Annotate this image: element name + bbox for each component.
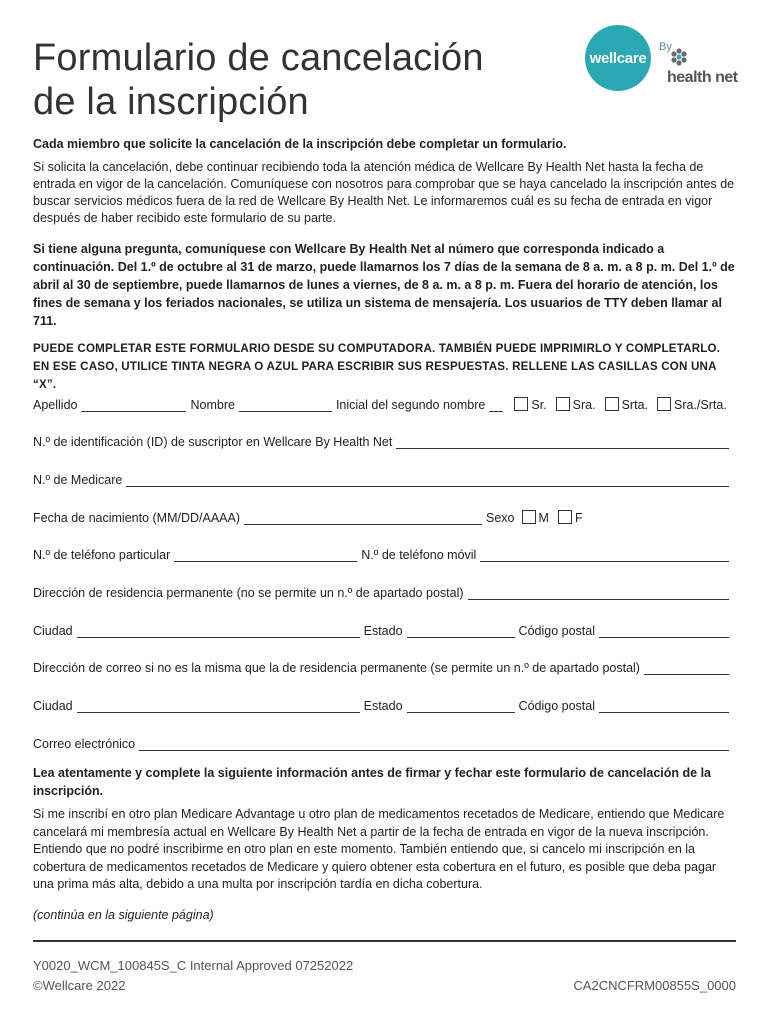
contact-paragraph: Si tiene alguna pregunta, comuníquese con Wellcare By Health Net al número que corresponda indicado a continuación. Del 1.º de octubre al 31 de marzo, puede llamarnos los 7 días de la semana de 8 a. m. a 8 p. m. Del 1.º de abril al 30 de septiembre, puede llamarnos de lunes a viernes, de 8 a. m. a 8 p. m. Fuera del horario de atención, los fines de semana y los feriados nacionales, se utiliza un sistema de mensajería. Los usuarios de TTY deben llamar al 711. [33,242,735,328]
nombre-field[interactable] [239,398,332,412]
estado-field-2[interactable] [407,699,515,713]
intro-paragraph: Si solicita la cancelación, debe continuar recibiendo toda la atención médica de Wellcare By Health Net hasta la fecha de entrada en vigor de la cancelación. Comuníquese con nosotros para comprobar que se haya cancelado la inscripción antes de buscar servicios médicos fuera de la red de Wellcare By Health Net. Le informaremos cuál es su fecha de entrada en vigor después de haber recibido este formulario de su parte. [33,160,735,225]
health-net-logo-text: health net [667,69,738,86]
footer-copyright: ©Wellcare 2022 [33,978,126,993]
estado-field[interactable] [407,624,515,638]
movil-label: N.º de teléfono móvil [361,548,477,562]
medicare-label: N.º de Medicare [33,473,123,487]
sr-label: Sr. [531,398,547,412]
codigo-label: Código postal [518,624,595,638]
ciudad-field[interactable] [77,624,360,638]
estado-label: Estado [363,624,403,638]
mailing-row [33,657,733,675]
email-field[interactable] [139,737,729,751]
phone-row [33,544,733,562]
address-row [33,582,733,600]
mailing-label: Dirección de correo si no es la misma que la de residencia permanente (se permite un n.º de apartado postal) [33,661,640,675]
codigo-field-2[interactable] [599,699,729,713]
mailing-field[interactable] [644,661,729,675]
wellcare-logo [585,25,745,95]
sexo-m-checkbox[interactable] [522,510,536,524]
medicare-row [33,469,733,487]
footer-form-id: CA2CNCFRM00855S_0000 [573,978,736,993]
instructions-caps: PUEDE COMPLETAR ESTE FORMULARIO DESDE SU COMPUTADORA. TAMBIÉN PUEDE IMPRIMIRLO Y COMPLETARLO. EN ESE CASO, UTILICE TINTA NEGRA O AZUL PARA ESCRIBIR SUS RESPUESTAS. RELLENE LAS CASILLAS CON UNA “X”. [33,342,721,391]
sexo-m-label: M [538,511,549,525]
continued-note: (continúa en la siguiente página) [33,908,214,922]
tel-label: N.º de teléfono particular [33,548,171,562]
srta-checkbox[interactable] [605,397,619,411]
inicial-field[interactable] [489,398,503,412]
title-line-1: Formulario de cancelación [33,37,484,79]
id-label: N.º de identificación (ID) de suscriptor en Wellcare By Health Net [33,435,393,449]
id-field[interactable] [396,435,729,449]
srasrta-label: Sra./Srta. [674,398,727,412]
intro-bold: Cada miembro que solicite la cancelación de la inscripción debe completar un formulario. [33,137,567,151]
inicial-label: Inicial del segundo nombre [335,398,486,412]
dob-row [33,507,733,525]
apellido-label: Apellido [33,398,78,412]
dob-label: Fecha de nacimiento (MM/DD/AAAA) [33,511,241,525]
sr-checkbox[interactable] [514,397,528,411]
medicare-field[interactable] [126,473,729,487]
sexo-f-checkbox[interactable] [558,510,572,524]
sexo-label: Sexo [486,511,515,525]
movil-field[interactable] [480,548,729,562]
footer-code: Y0020_WCM_100845S_C Internal Approved 07252022 [33,958,354,973]
closing-paragraph: Si me inscribí en otro plan Medicare Advantage u otro plan de medicamentos recetados de Medicare, entiendo que Medicare cancelará mi membresía actual en Wellcare By Health Net a partir de la fecha de entrada en vigor de la nueva inscripción. Entiendo que no podré inscribirme en otro plan en este momento. También entiendo que, si cancelo mi inscripción en la cobertura de medicamentos recetados de Medicare y quiero obtener esta cobertura en el futuro, es posible que deba pagar una prima más alta, debido a una multa por inscripción tardía en dicha cobertura. [33,807,725,891]
nombre-label: Nombre [190,398,235,412]
closing-bold: Lea atentamente y complete la siguiente información antes de firmar y fechar este formulario de cancelación de la inscripción. [33,766,712,798]
logo-by: By [659,41,672,53]
codigo-label-2: Código postal [518,699,595,713]
id-row [33,431,733,449]
srta-label: Srta. [621,398,648,412]
ciudad-label: Ciudad [33,624,73,638]
footer-divider [33,940,736,942]
title-line-2: de la inscripción [33,81,309,123]
address-field[interactable] [468,586,729,600]
city-row [33,620,733,638]
srasrta-checkbox[interactable] [657,397,671,411]
dob-field[interactable] [244,511,482,525]
sra-checkbox[interactable] [556,397,570,411]
email-label: Correo electrónico [33,737,136,751]
name-row [33,394,733,412]
sexo-f-label: F [574,511,583,525]
tel-field[interactable] [174,548,357,562]
estado-label-2: Estado [363,699,403,713]
city-row-2 [33,695,733,713]
address-label: Dirección de residencia permanente (no se permite un n.º de apartado postal) [33,586,464,600]
email-row [33,733,733,751]
sra-label: Sra. [572,398,596,412]
codigo-field[interactable] [599,624,729,638]
health-net-logo-icon [669,47,689,67]
ciudad-field-2[interactable] [77,699,360,713]
apellido-field[interactable] [81,398,186,412]
page-title [33,36,484,124]
wellcare-logo-circle: wellcare [585,25,651,91]
ciudad-label-2: Ciudad [33,699,73,713]
